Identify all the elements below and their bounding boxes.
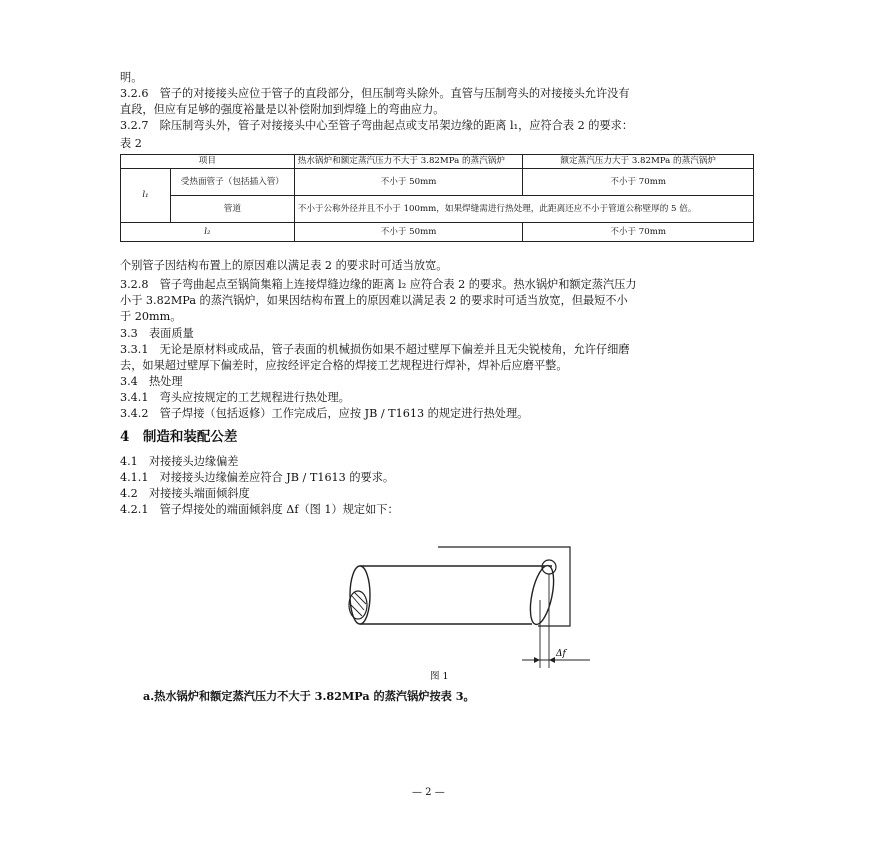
clause-3-2-6-cont: 直段，但应有足够的强度裕量是以补偿附加到焊缝上的弯曲应力。 [120,103,445,116]
section-4-heading: 4 制造和装配公差 [120,429,238,445]
section-4-1: 4.1 对接接头边缘偏差 [120,455,239,468]
text-line: 明。 [120,71,143,84]
clause-3-3-1-cont: 去，如果超过壁厚下偏差时，应按经评定合格的焊接工艺规程进行焊补，焊补后应磨平整。 [120,359,568,372]
figure-1-pipe-drawing [330,540,600,690]
table-header-row [121,155,754,169]
header-item: 项目 [121,155,295,169]
figure-caption: 图 1 [430,671,449,682]
item-a: a.热水锅炉和额定蒸汽压力不大于 3.82MPa 的蒸汽锅炉按表 3。 [143,689,475,703]
table-row [121,223,754,242]
clause-3-2-8-cont: 于 20mm。 [120,310,182,323]
table-row [121,169,754,196]
clause-3-4-1: 3.4.1 弯头应按规定的工艺规程进行热处理。 [120,391,350,404]
l1-symbol: l₁ [121,169,171,223]
figure-dim-label: Δf [556,649,566,659]
section-3-3: 3.3 表面质量 [120,327,194,340]
row1-col1: 不小于 50mm [294,169,523,196]
row2-label: 管道 [170,196,294,223]
row2-merged: 不小于公称外径并且不小于 100mm，如果焊缝需进行热处理，此距离还应不小于管道公称壁厚的 5 倍。 [294,196,753,223]
header-col2: 额定蒸汽压力大于 3.82MPa 的蒸汽锅炉 [523,155,754,169]
table-row [121,196,754,223]
table-caption: 表 2 [120,137,142,150]
section-4-2: 4.2 对接接头端面倾斜度 [120,487,250,500]
clause-3-2-8: 3.2.8 管子弯曲起点至锅筒集箱上连接焊缝边缘的距离 l₂ 应符合表 2 的要求。热水锅炉和额定蒸汽压力 [120,278,637,291]
clause-3-2-8-cont: 小于 3.82MPa 的蒸汽锅炉，如果因结构布置上的原因难以满足表 2 的要求时可适当放宽，但最短不小 [120,294,628,307]
header-col1: 热水锅炉和额定蒸汽压力不大于 3.82MPa 的蒸汽锅炉 [294,155,523,169]
section-3-4: 3.4 热处理 [120,375,183,388]
clause-3-4-2: 3.4.2 管子焊接（包括返修）工作完成后，应按 JB / T1613 的规定进行热处理。 [120,407,529,420]
clause-4-1-1: 4.1.1 对接接头边缘偏差应符合 JB / T1613 的要求。 [120,471,395,484]
clause-4-2-1: 4.2.1 管子焊接处的端面倾斜度 Δf（图 1）规定如下： [120,503,399,516]
clause-3-2-7: 3.2.7 除压制弯头外，管子对接接头中心至管子弯曲起点或支吊架边缘的距离 l₁，应符合表 2 的要求： [120,119,634,132]
table-2 [120,154,754,242]
row3-col1: 不小于 50mm [294,223,523,242]
l2-symbol: l₂ [121,223,295,242]
page-number: — 2 — [412,787,445,798]
row3-col2: 不小于 70mm [523,223,754,242]
clause-3-2-6: 3.2.6 管子的对接接头应位于管子的直段部分，但压制弯头除外。直管与压制弯头的对接接头允许没有 [120,87,630,100]
row1-col2: 不小于 70mm [523,169,754,196]
row1-label: 受热面管子（包括插入管） [170,169,294,196]
clause-3-3-1: 3.3.1 无论是原材料或成品，管子表面的机械损伤如果不超过壁厚下偏差并且无尖锐棱角，允许仔细磨 [120,343,630,356]
text-line: 个别管子因结构布置上的原因难以满足表 2 的要求时可适当放宽。 [120,259,448,272]
